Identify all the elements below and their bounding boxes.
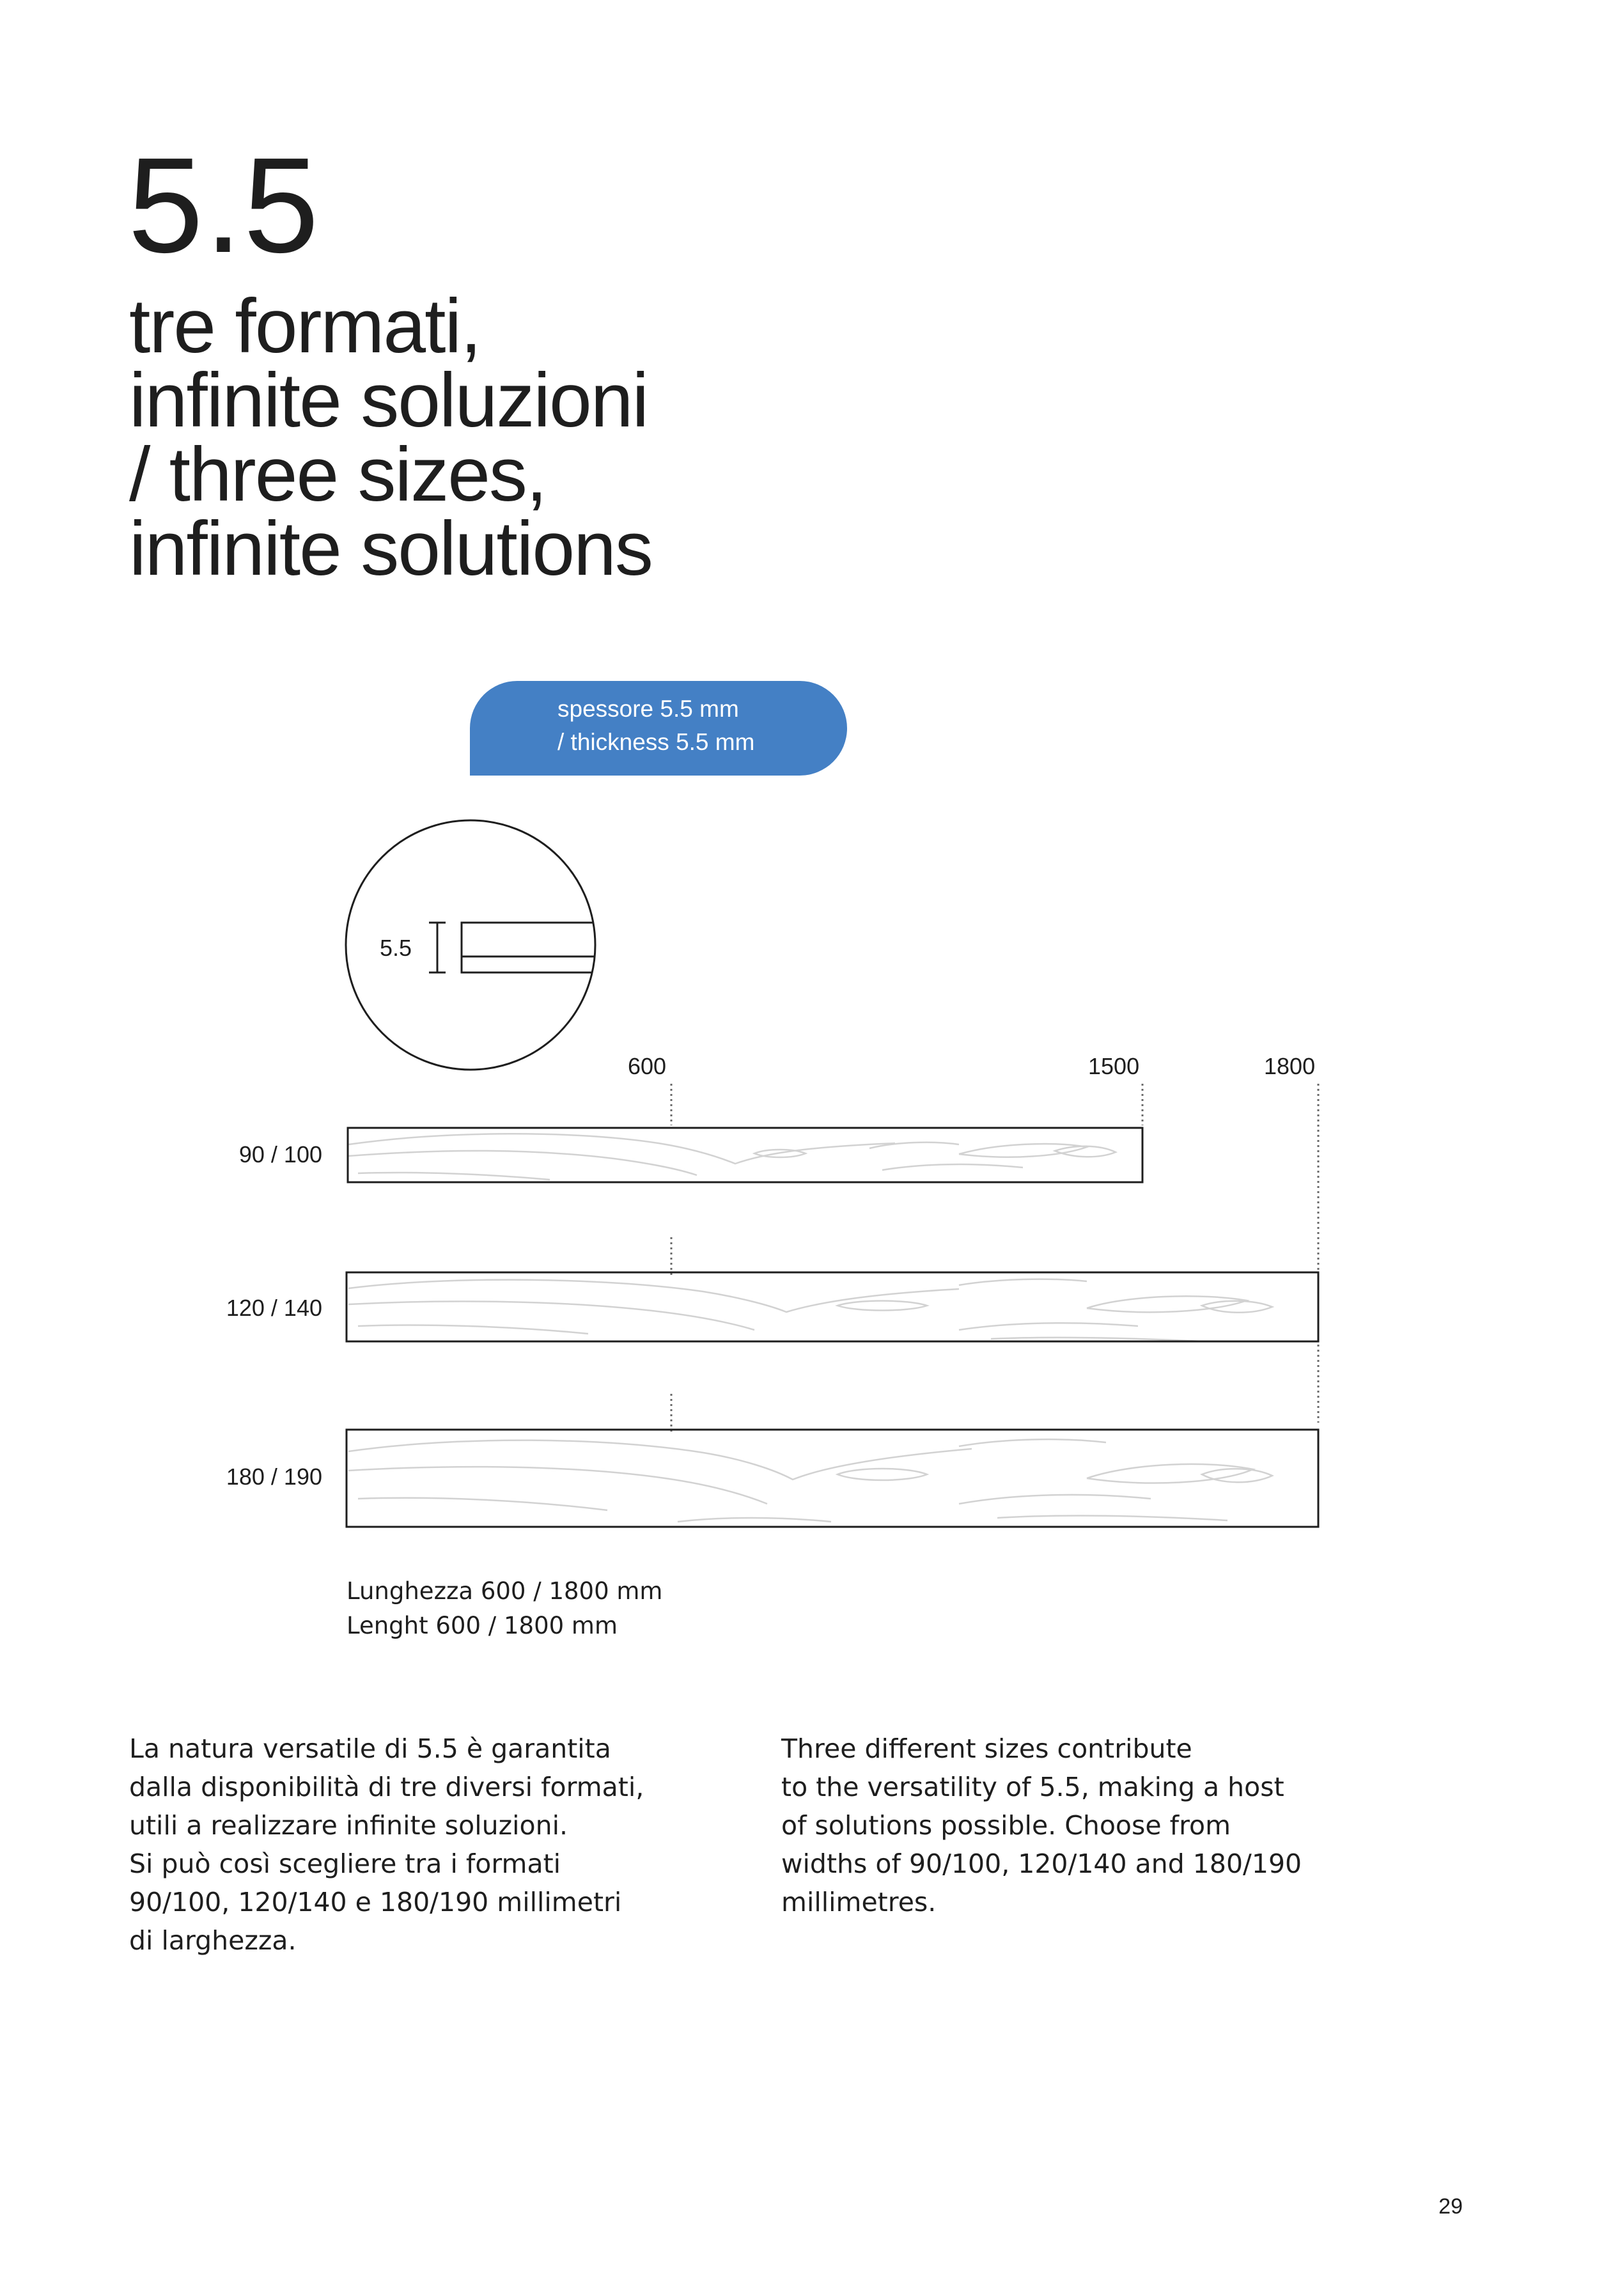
length-note-line: Lunghezza 600 / 1800 mm (347, 1577, 663, 1605)
board-90-100 (348, 1128, 1142, 1182)
thickness-label: 5.5 (380, 935, 412, 961)
thickness-callout-text (557, 692, 754, 759)
body-line: millimetres. (781, 1887, 937, 1917)
body-line: 90/100, 120/140 e 180/190 millimetri (129, 1887, 622, 1917)
length-note-line: Lenght 600 / 1800 mm (347, 1612, 618, 1639)
width-label-120-140: 120 / 140 (226, 1295, 322, 1321)
headline-line: / three sizes, (129, 432, 547, 517)
body-text-italian (129, 1730, 730, 1960)
board-120-140 (347, 1272, 1318, 1341)
body-line: di larghezza. (129, 1925, 297, 1956)
body-line: Three different sizes contribute (781, 1733, 1192, 1764)
length-note (347, 1574, 662, 1643)
length-mark-600: 600 (628, 1053, 667, 1079)
body-text-english (781, 1730, 1382, 1921)
callout-line: / thickness 5.5 mm (557, 729, 755, 755)
callout-line: spessore 5.5 mm (557, 696, 739, 722)
body-line: La natura versatile di 5.5 è garantita (129, 1733, 611, 1764)
page-number: 29 (1438, 2194, 1463, 2219)
headline-line: tre formati, (129, 283, 481, 369)
body-line: to the versatility of 5.5, making a host (781, 1772, 1284, 1802)
length-mark-1500: 1500 (1088, 1053, 1140, 1079)
board-180-190 (347, 1430, 1318, 1527)
width-label-180-190: 180 / 190 (226, 1464, 322, 1490)
headline-line: infinite solutions (129, 506, 652, 591)
body-line: Si può così scegliere tra i formati (129, 1848, 561, 1879)
body-line: dalla disponibilità di tre diversi formati, (129, 1772, 644, 1802)
length-guides (671, 1084, 1318, 1432)
product-number: 5.5 (128, 129, 320, 281)
length-mark-1800: 1800 (1264, 1053, 1316, 1079)
headline-line: infinite soluzioni (129, 357, 648, 443)
width-label-90-100: 90 / 100 (238, 1141, 322, 1168)
body-line: widths of 90/100, 120/140 and 180/190 (781, 1848, 1302, 1879)
body-line: of solutions possible. Choose from (781, 1810, 1231, 1841)
body-line: utili a realizzare infinite soluzioni. (129, 1810, 568, 1841)
